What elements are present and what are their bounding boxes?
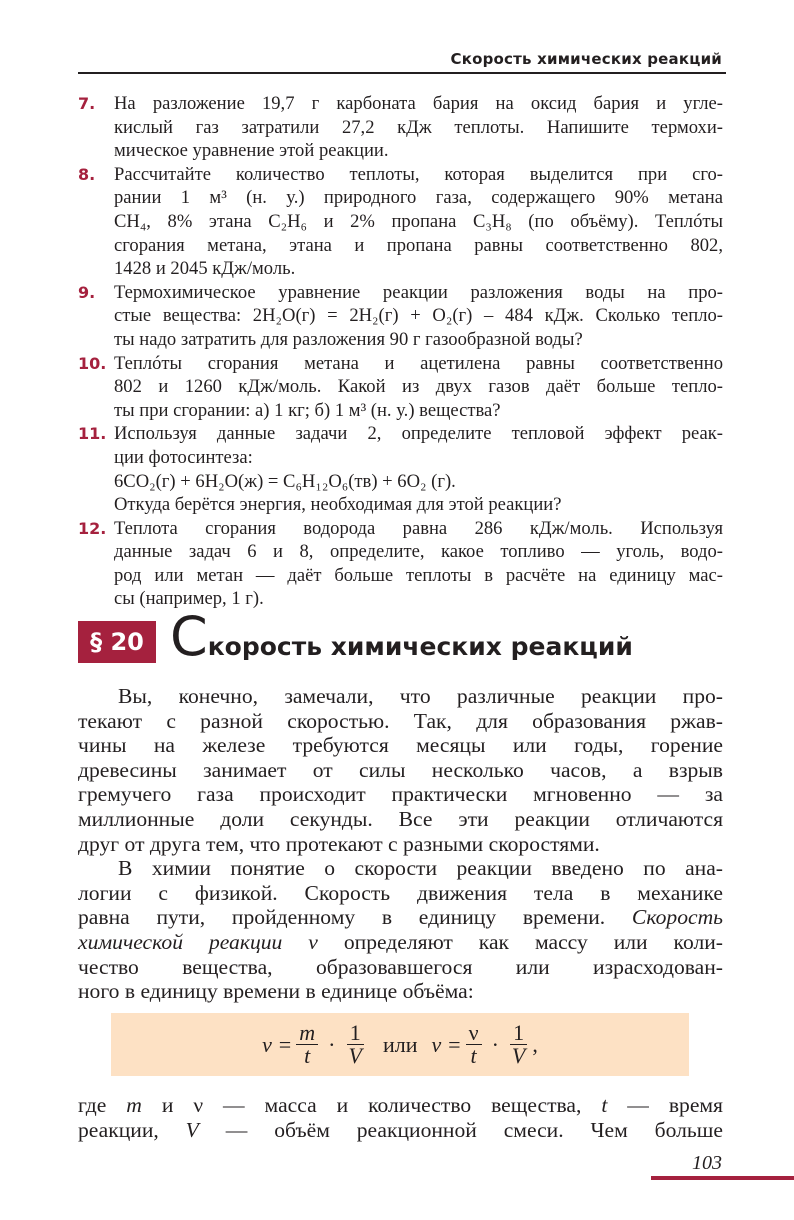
denominator: t — [304, 1043, 311, 1068]
section-badge: § 20 — [78, 621, 156, 663]
problem-text — [114, 281, 723, 352]
page-number: 103 — [692, 1152, 722, 1174]
problem-number: 12. — [78, 518, 107, 538]
text-line: чество вещества, образовавшегося или израсходован- — [78, 954, 723, 979]
fraction-nu-t — [466, 1022, 482, 1067]
text-line: Вы, конечно, замечали, что различные реакции про- — [118, 684, 723, 708]
problem-number: 9. — [78, 282, 96, 302]
text-line: чины на железе требуются месяцы или годы, горение — [78, 733, 723, 758]
text-line: род или метан — даёт больше теплоты в расчёте на единицу мас- — [114, 564, 723, 586]
section-title — [170, 605, 633, 668]
problem-text — [114, 422, 723, 516]
text-line: ции фотосинтеза: — [114, 446, 253, 468]
fraction-1-V — [346, 1022, 365, 1067]
numerator: m — [296, 1022, 318, 1045]
text-line: древесины занимает от силы несколько часов, а взрыв — [78, 757, 723, 782]
text-segment: равна пути, пройденному в единицу времени. — [78, 905, 606, 930]
text-line: Откуда берётся энергия, необходимая для этой реакции? — [114, 494, 562, 516]
text-line: Используя данные задачи 2, определите тепловой эффект реак- — [114, 423, 723, 445]
text-line: гремучего газа происходит практически мгновенно — за — [78, 782, 723, 807]
text-line: текают с разной скоростью. Так, для образования ржав- — [78, 708, 723, 733]
problem-12 — [78, 517, 723, 611]
problem-number: 8. — [78, 164, 96, 184]
denominator: V — [348, 1043, 362, 1068]
numerator: 1 — [510, 1022, 527, 1045]
footer-rule — [651, 1176, 794, 1180]
formula-lhs: v = — [431, 1031, 462, 1057]
title-rest: корость химических реакций — [207, 632, 633, 661]
text-line: Рассчитайте количество теплоты, которая выделится при сго- — [114, 163, 723, 185]
header-rule — [78, 72, 726, 74]
fraction-m-t — [296, 1022, 318, 1067]
text-line: В химии понятие о скорости реакции введено по ана- — [118, 856, 723, 881]
numerator: ν — [466, 1022, 482, 1045]
text-line: ты надо затратить для разложения 90 г газообразной воды? — [114, 328, 583, 350]
post-formula-text — [78, 1093, 723, 1142]
text-line: Теплота сгорания водорода равна 286 кДж/моль. Используя — [114, 517, 723, 539]
problem-text — [114, 92, 723, 163]
formula-box — [111, 1013, 689, 1076]
text-line: мическое уравнение этой реакции. — [114, 140, 389, 162]
text-line: CH₄, 8% этана C₂H₆ и 2% пропана C₃H₈ (по объёму). Теплóты — [114, 210, 723, 232]
text-line: миллионные доли секунды. Все эти реакции отличаются — [78, 806, 723, 831]
text-line: друг от друга тем, что протекают с разными скоростями. — [78, 831, 600, 856]
problem-9 — [78, 281, 723, 352]
text-line: логии с физикой. Скорость движения тела в механике — [78, 880, 723, 905]
paragraph-2 — [78, 856, 723, 1004]
running-header: Скорость химических реакций — [450, 50, 722, 68]
text-line: сгорания метана, этана и пропана равны соответственно 802, — [114, 234, 723, 256]
text-line: где m и ν — масса и количество вещества, t — время — [78, 1093, 723, 1117]
italic-term: химической реакции v — [78, 929, 318, 954]
multiply-dot: · — [491, 1031, 499, 1057]
problem-text — [114, 517, 723, 611]
text-line: ты при сгорании: а) 1 кг; б) 1 м³ (н. у.) вещества? — [114, 399, 501, 421]
problem-11 — [78, 422, 723, 516]
text-line — [78, 905, 723, 930]
text-line: 802 и 1260 кДж/моль. Какой из двух газов даёт больше тепло- — [114, 376, 723, 398]
numerator: 1 — [347, 1022, 364, 1045]
problem-10 — [78, 352, 723, 423]
problem-number: 11. — [78, 424, 107, 444]
problem-text — [114, 163, 723, 281]
problem-number: 10. — [78, 353, 107, 373]
text-line: сы (например, 1 г). — [114, 588, 264, 610]
section-body — [78, 684, 723, 1004]
denominator: V — [511, 1043, 526, 1068]
formula-lhs: v = — [262, 1031, 293, 1057]
italic-term: Скорость — [631, 905, 723, 930]
or-word: или — [382, 1031, 418, 1057]
text-line — [78, 930, 723, 955]
formula-end: , — [532, 1031, 538, 1057]
paragraph-1 — [78, 684, 723, 856]
text-line: реакции, V — объём реакционной смеси. Чем больше — [78, 1117, 723, 1142]
problem-8 — [78, 163, 723, 281]
text-segment: определяют как массу или коли- — [343, 929, 723, 954]
text-line: данные задач 6 и 8, определите, какое топливо — уголь, водо- — [114, 541, 723, 563]
denominator: t — [470, 1043, 477, 1068]
text-line: кислый газ затратили 27,2 кДж теплоты. Напишите термохи- — [114, 116, 723, 138]
text-line: Теплóты сгорания метана и ацетилена равны соответственно — [114, 352, 723, 374]
problem-7 — [78, 92, 723, 163]
problem-list — [78, 92, 723, 611]
text-line: На разложение 19,7 г карбоната бария на оксид бария и угле- — [114, 93, 723, 114]
text-line: Термохимическое уравнение реакции разложения воды на про- — [114, 281, 723, 303]
text-line: рании 1 м³ (н. у.) природного газа, содержащего 90% метана — [114, 187, 723, 209]
equation-line: 6CO₂(г) + 6H₂O(ж) = C₆H₁₂O₆(тв) + 6O₂ (г). — [114, 470, 456, 492]
text-line: 1428 и 2045 кДж/моль. — [114, 258, 296, 280]
multiply-dot: · — [328, 1031, 336, 1057]
problem-text — [114, 352, 723, 423]
problem-number: 7. — [78, 94, 96, 113]
title-initial: С — [170, 605, 208, 668]
text-line: ного в единицу времени в единице объёма: — [78, 979, 474, 1004]
fraction-1-V — [509, 1022, 528, 1067]
text-line: стые вещества: 2H₂O(г) = 2H₂(г) + O₂(г) – 484 кДж. Сколько тепло- — [114, 305, 723, 327]
